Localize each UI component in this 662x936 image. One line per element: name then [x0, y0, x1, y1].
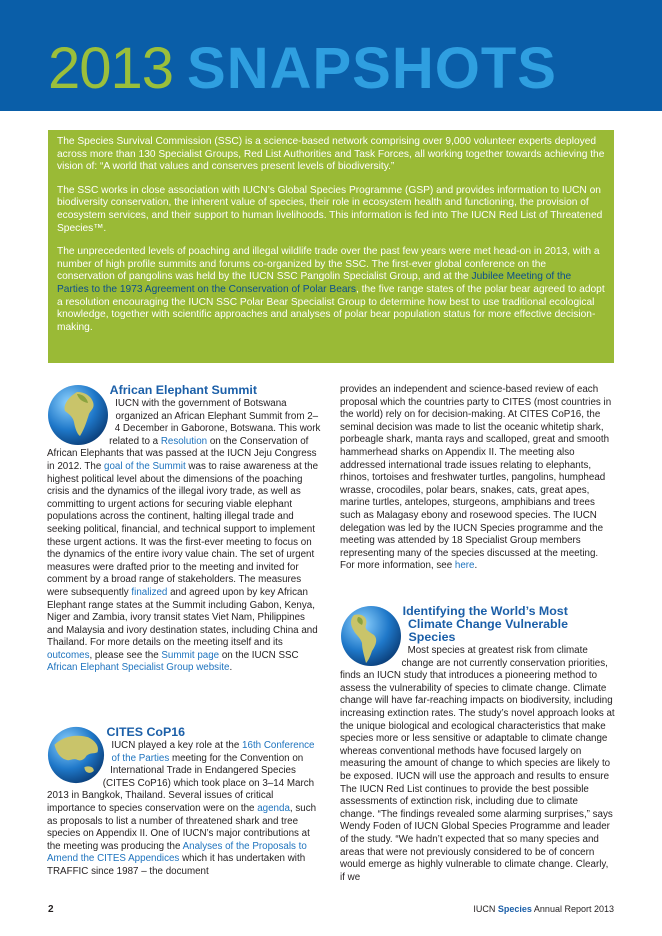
intro-paragraph-3: The unprecedented levels of poaching and illegal wildlife trade over the past few years were met head-on in 2013, with a number of high profile summits and forums co-organized by the SSC. The first-ever global conference on the conservation of pangolins was held by the IUCN SSC Pangolin Specialist Group, and at the Jubilee Meeting of the Parties to the 1973 Agreement on the Conservation of Polar Bears, the five range states of the polar bear agreed to adopt a resolution encouraging the IUCN SSC Polar Bear Specialist Group to determine how best to use traditional ecological knowledge, together with scientific approaches and analyses of polar bear population status for more effective decision-making.: [57, 246, 605, 333]
cites-continued: [340, 384, 615, 573]
footer-report-title: IUCN Species Annual Report 2013: [473, 904, 614, 914]
resolution-link[interactable]: Resolution: [160, 435, 208, 447]
globe-asia-icon: [47, 726, 105, 784]
finalized-link[interactable]: finalized: [131, 586, 168, 598]
cites-text: CITES CoP16 IUCN played a key role at the 16th Conference of the Parties meeting for the Convention on International Trade in Endangered Species (CITES CoP16) which took place on 3–14 March 2013 in Bangkok, Thailand. Several issues of critical importance to species conservation were on the agenda, such as proposals to list a number of threatened shark and tree species on Appendix II. One of IUCN’s major contributions at the meeting was producing the Analyses of the Proposals to Amend the CITES Appendices which it has undertaken with TRAFFIC since 1987 – the document: [47, 726, 322, 879]
goal-of-summit-link[interactable]: goal of the Summit: [104, 460, 186, 472]
title-year: 2013: [48, 36, 174, 101]
cites-heading: CITES CoP16: [106, 725, 186, 739]
page-title: [48, 36, 557, 101]
polar-bear-meeting-link[interactable]: Jubilee Meeting of the Parties to the 1973 Agreement on the Conservation of Polar Bears: [57, 271, 572, 295]
cop16-link[interactable]: 16th Conference of the Parties: [111, 740, 315, 764]
here-link[interactable]: here: [454, 560, 475, 572]
intro-paragraph-2: The SSC works in close association with IUCN’s Global Species Programme (GSP) and provides information to IUCN on biodiversity conservation, the inherent value of species, their role in ecosystem health and functioning, the provision of ecosystem services, and their support to human livelihoods. This information is fed into The IUCN Red List of Threatened Species™.: [57, 184, 603, 234]
climate-text: Identifying the World’s Most Climate Change Vulnerable Species Most species at greatest risk from climate change are not currently conservation priorities, finds an IUCN study that introduces a pioneering method to assess the vulnerability of species to climate change. Climate change will have far-reaching impacts on biodiversity, including increasing extinction rates. The study’s novel approach looks at the unique biological and ecological characteristics that make species more or less sensitive or adaptable to climate change whereas conventional methods have focused largely on measuring the amount of change to which species are likely to be exposed. IUCN will use the approach and results to ensure The IUCN Red List continues to provide the best possible assessments of extinction risk, including due to climate change. “The findings revealed some alarming surprises,” says Wendy Foden of IUCN Global Species Programme and leader of the study. “We hadn’t expected that so many species and areas that were not previously considered to be of concern would emerge as highly vulnerable to climate change. Clearly, if we: [340, 604, 615, 883]
elephant-article: [47, 384, 322, 675]
globe-americas-icon: [340, 605, 402, 667]
cites-analyses-link[interactable]: Analyses of the Proposals to Amend the CITES Appendices: [47, 840, 307, 865]
intro-paragraph-1: The Species Survival Commission (SSC) is a science-based network comprising over 9,000 volunteer experts deployed across more than 130 Specialist Groups, Red List Authorities and Task Forces, all working together towards achieving the vision of: “A world that values and conserves present levels of biodiversity.”: [57, 136, 605, 173]
page-number: 2: [48, 904, 54, 915]
elephant-heading: African Elephant Summit: [109, 383, 257, 397]
climate-article: [340, 605, 615, 884]
elephant-specialist-group-link[interactable]: African Elephant Specialist Group website: [47, 662, 230, 674]
outcomes-link[interactable]: outcomes: [47, 649, 90, 661]
cites-continued-text: provides an independent and science-based review of each proposal which the countries party to CITES (most countries in the world) rely on for decision-making. At CITES CoP16, the seminal decision was made to list the oceanic whitetip shark, porbeagle shark, manta rays and scalloped, great and smooth hammerhead sharks on Appendix II. The meeting also addressed international trade issues relating to elephants, rhinos, tortoises and freshwater turtles, pangolins, humphead wrasse, crocodiles, polar bears, snakes, cats, great apes, marine turtles, antelopes, sturgeons, amphibians and trees such as Malagasy ebony and rosewood species. The IUCN delegation was led by the IUCN Species programme and the meeting was attended by 18 Specialist Group members representing many of the species discussed at the meeting. For more information, see here.: [340, 384, 612, 572]
intro-box: [48, 130, 614, 363]
summit-page-link[interactable]: Summit page: [161, 649, 220, 661]
globe-africa-icon: [47, 384, 109, 446]
agenda-link[interactable]: agenda: [257, 802, 290, 814]
page-header: [0, 0, 662, 111]
climate-heading: Identifying the World’s Most Climate Change Vulnerable Species: [402, 604, 568, 644]
title-word: SNAPSHOTS: [187, 36, 557, 101]
elephant-text: African Elephant Summit IUCN with the government of Botswana organized an African Elephant Summit from 2–4 December in Gaborone, Botswana. This work related to a Resolution on the Conservation of African Elephants that was passed at the IUCN Jeju Congress in 2012. The goal of the Summit was to raise awareness at the highest political level about the dimensions of the poaching crisis and the dynamics of the illegal ivory trade, as well as committing to urgent actions for securing viable elephant populations across the continent, halting illegal trade and seeking political, financial, and technical support to implement these urgent actions. It was the first-ever meeting to focus on the dynamics of the entire ivory value chain. The set of urgent measures were drafted prior to the meeting and invited for comment by a broad range of stakeholders. The measures were subsequently finalized and agreed upon by key African Elephant range states at the Summit including Gabon, Kenya, Niger and Zambia, ivory transit states Viet Nam, Philippines and Malaysia and ivory destination states, including China and Thailand. For more details on the meeting itself and its outcomes, please see the Summit page on the IUCN SSC African Elephant Specialist Group website.: [47, 383, 321, 674]
cites-article: [47, 726, 322, 879]
